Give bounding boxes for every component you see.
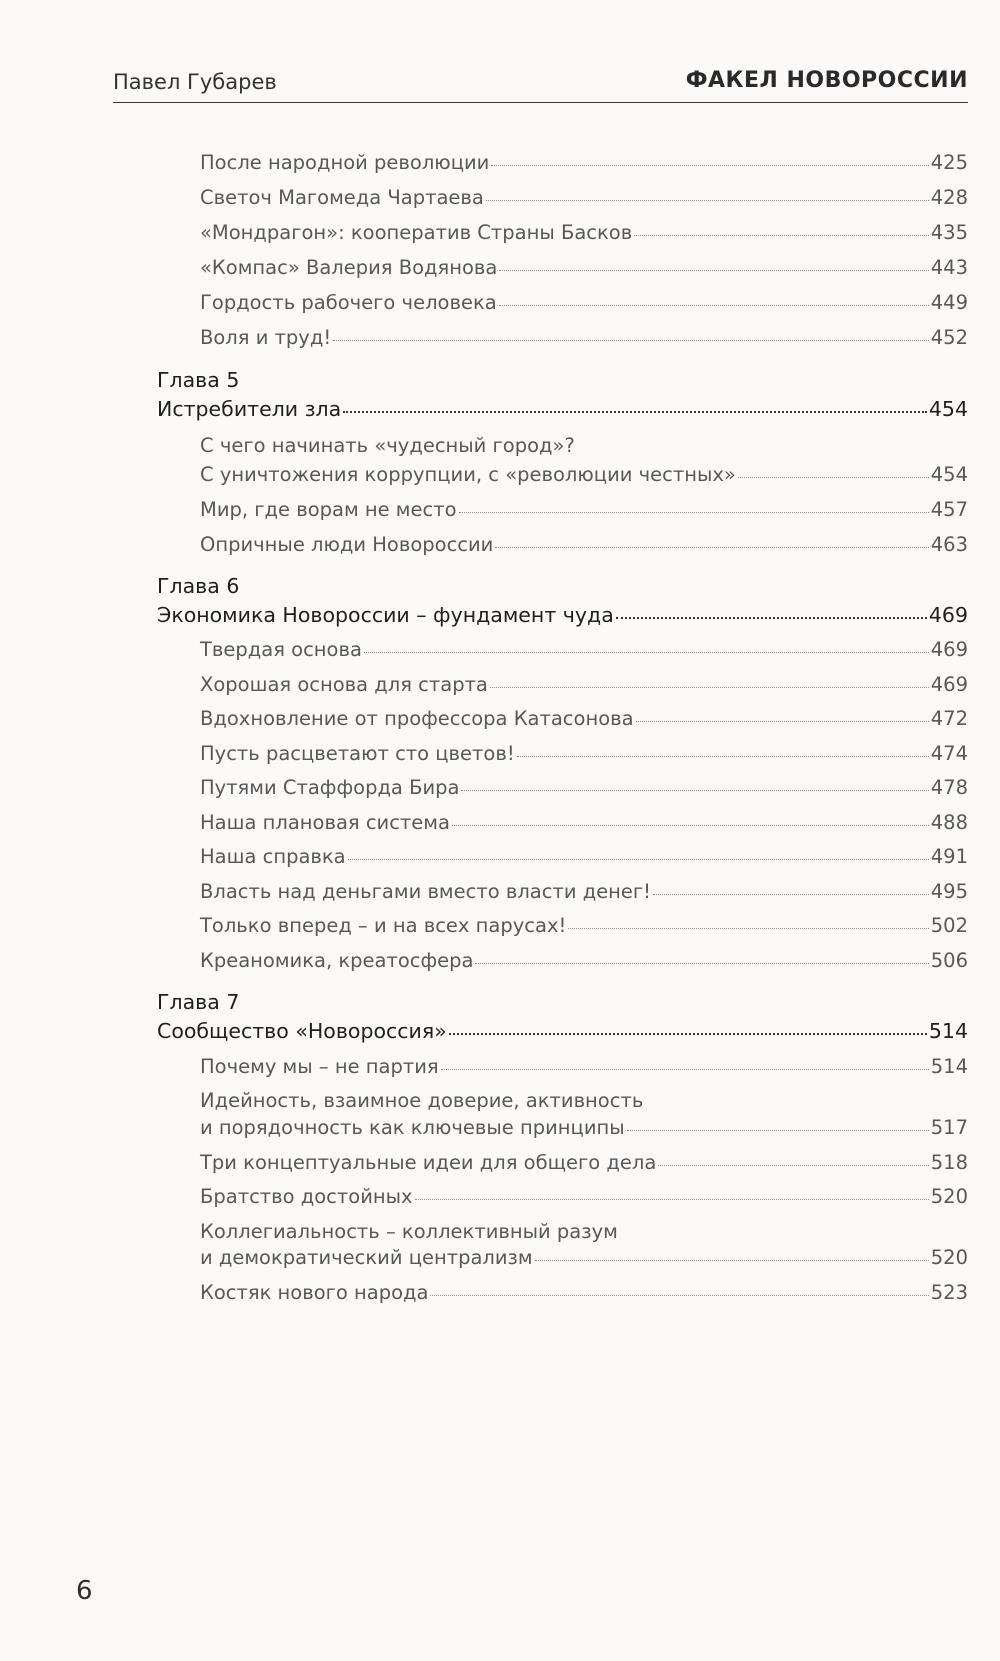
chapter-number: Глава 6: [157, 574, 240, 598]
toc-entry-title: Пусть расцветают сто цветов!: [200, 742, 515, 765]
toc-entry-page: 514: [930, 1055, 968, 1078]
toc-entry-title-line1: Идейность, взаимное доверие, активность: [200, 1089, 644, 1112]
toc-entry-title: Три концептуальные идеи для общего дела: [200, 1151, 657, 1174]
toc-entry: [200, 775, 968, 805]
toc-entry: [200, 672, 968, 702]
toc-entry-page: 452: [930, 326, 968, 349]
toc-entry-page: 506: [930, 949, 968, 972]
toc-entry-title: Опричные люди Новороссии: [200, 533, 494, 556]
toc-entry-page: 425: [930, 151, 968, 174]
toc-entry-title: Наша справка: [200, 845, 346, 868]
toc-entry-title: Твердая основа: [200, 638, 362, 661]
toc-entry-title: Костяк нового народа: [200, 1281, 429, 1304]
toc-entry-page: 457: [930, 498, 968, 521]
toc-entry: [200, 497, 968, 527]
toc-entry-page: 469: [930, 673, 968, 696]
toc-entry-page: 478: [930, 776, 968, 799]
toc-entry-title: Гордость рабочего человека: [200, 291, 497, 314]
toc-entry-title: и порядочность как ключевые принципы: [200, 1116, 625, 1139]
toc-entry: [200, 844, 968, 874]
toc-entry: [200, 1115, 968, 1145]
toc-entry-page: 520: [930, 1246, 968, 1269]
author-name: Павел Губарев: [113, 70, 277, 94]
toc-entry-page: 517: [930, 1116, 968, 1139]
toc-entry: [200, 810, 968, 840]
toc-entry: [200, 948, 968, 978]
chapter-page: 514: [928, 1019, 968, 1043]
toc-entry: [200, 532, 968, 562]
toc-entry-title: Креаномика, креатосфера: [200, 949, 474, 972]
toc-entry: [200, 325, 968, 355]
toc-entry-title: Власть над деньгами вместо власти денег!: [200, 880, 651, 903]
toc-entry: [200, 185, 968, 215]
toc-entry-title: Воля и труд!: [200, 326, 332, 349]
toc-entry: [200, 150, 968, 180]
chapter-label: [157, 990, 968, 1020]
toc-entry: [200, 220, 968, 250]
toc-entry-page: 488: [930, 811, 968, 834]
chapter-title: Сообщество «Новороссия»: [157, 1019, 447, 1043]
toc-entry-page: 469: [930, 638, 968, 661]
chapter-entry: [157, 397, 968, 427]
toc-entry-title: Путями Стаффорда Бира: [200, 776, 460, 799]
toc-entry: [200, 706, 968, 736]
toc-entry-title: Братство достойных: [200, 1185, 413, 1208]
toc-entry: [200, 462, 968, 492]
toc-entry: [200, 1054, 968, 1084]
toc-entry-title: Почему мы – не партия: [200, 1055, 439, 1078]
chapter-entry: [157, 1019, 968, 1049]
toc-entry: [200, 637, 968, 667]
toc-entry-title: Светоч Магомеда Чартаева: [200, 186, 484, 209]
toc-entry-title: и демократический централизм: [200, 1246, 533, 1269]
toc-entry-page: 454: [930, 463, 968, 486]
toc-entry-page: 502: [930, 914, 968, 937]
toc-entry-page: 443: [930, 256, 968, 279]
toc-entry: [200, 290, 968, 320]
toc-entry-title-line1: С чего начинать «чудесный город»?: [200, 434, 575, 457]
chapter-page: 454: [928, 397, 968, 421]
toc-entry-page: 518: [930, 1151, 968, 1174]
toc-entry: [200, 1150, 968, 1180]
chapter-page: 469: [928, 603, 968, 627]
chapter-label: [157, 574, 968, 604]
chapter-label: [157, 368, 968, 398]
chapter-number: Глава 7: [157, 990, 240, 1014]
chapter-title: Истребители зла: [157, 397, 342, 421]
toc-entry-page: 463: [930, 533, 968, 556]
toc-entry-page: 472: [930, 707, 968, 730]
toc-entry-title: Только вперед – и на всех парусах!: [200, 914, 567, 937]
toc-entry: [200, 741, 968, 771]
toc-entry-page: 495: [930, 880, 968, 903]
toc-entry-page: 523: [930, 1281, 968, 1304]
toc-entry: [200, 1184, 968, 1214]
toc-entry: [200, 255, 968, 285]
toc-entry-title-line1: Коллегиальность – коллективный разум: [200, 1220, 618, 1243]
chapter-title: Экономика Новороссии – фундамент чуда: [157, 603, 614, 627]
toc-entry-page: 491: [930, 845, 968, 868]
book-title: ФАКЕЛ НОВОРОССИИ: [685, 68, 968, 93]
toc-entry-title: «Компас» Валерия Водянова: [200, 256, 498, 279]
toc-entry-line1: [200, 433, 968, 463]
toc-entry-title: Хорошая основа для старта: [200, 673, 488, 696]
toc-entry-page: 474: [930, 742, 968, 765]
toc-entry-title: Мир, где ворам не место: [200, 498, 457, 521]
toc-entry-title: «Мондрагон»: кооператив Страны Басков: [200, 221, 633, 244]
chapter-entry: [157, 603, 968, 633]
page-number: 6: [76, 1576, 93, 1606]
toc-entry-title: С уничтожения коррупции, с «революции честных»: [200, 463, 736, 486]
toc-entry-page: 428: [930, 186, 968, 209]
toc-entry-line1: [200, 1088, 968, 1118]
toc-entry: [200, 879, 968, 909]
toc-entry-title: Наша плановая система: [200, 811, 450, 834]
toc-entry-page: 435: [930, 221, 968, 244]
toc-entry: [200, 1245, 968, 1275]
toc-entry-title: Вдохновление от профессора Катасонова: [200, 707, 634, 730]
toc-entry-page: 520: [930, 1185, 968, 1208]
chapter-number: Глава 5: [157, 368, 240, 392]
toc-entry: [200, 1280, 968, 1310]
toc-entry: [200, 913, 968, 943]
toc-entry-title: После народной революции: [200, 151, 490, 174]
toc-entry-page: 449: [930, 291, 968, 314]
